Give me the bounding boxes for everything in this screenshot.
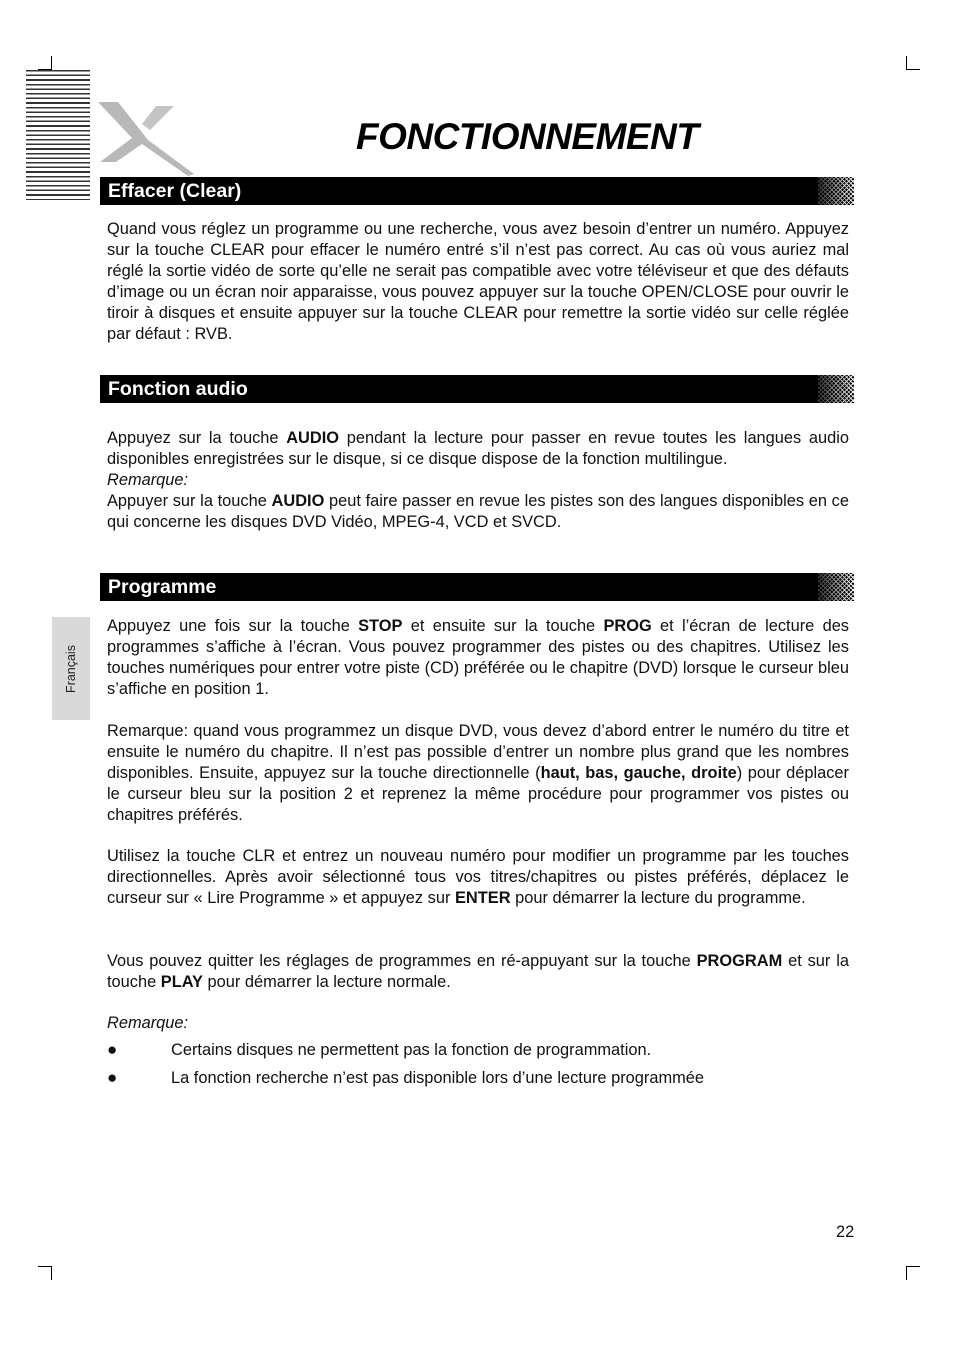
crop-mark-bottom-right (906, 1266, 920, 1280)
language-tab-label: Français (64, 644, 78, 693)
section-header-clear (100, 177, 854, 205)
section-header-programme (100, 573, 854, 601)
programme-paragraph-1: Appuyez une fois sur la touche STOP et ensuite sur la touche PROG et l’écran de lecture des programmes s’affiche à l’écran. Vous pouvez programmer des pistes ou des chapitres. Utilisez les touches numériques pour entrer votre piste (CD) préférée ou le chapitre (DVD) lorsque le curseur bleu s’affiche en position 1. (107, 617, 850, 698)
page-title: FONCTIONNEMENT (356, 116, 699, 157)
page-number: 22 (836, 1223, 855, 1241)
audio-paragraph-2: Appuyer sur la touche AUDIO peut faire passer en revue les pistes son des langues disponibles en ce qui concerne les disques DVD Vidéo, MPEG-4, VCD et SVCD. (107, 491, 849, 531)
crop-mark-top-right (906, 56, 920, 70)
programme-paragraph-3: Utilisez la touche CLR et entrez un nouveau numéro pour modifier un programme par les touches directionnelles. Après avoir sélectionné tous vos titres/chapitres ou pistes préférés, déplacez le curseur sur « Lire Programme » et appuyez sur ENTER pour démarrer la lecture du programme. (107, 847, 849, 907)
programme-paragraph-2: Remarque: quand vous programmez un disque DVD, vous devez d’abord entrer le numéro du titre et ensuite le numéro du chapitre. Il n’est pas possible d’entrer un nombre plus grand que les nombres disponibles. Ensuite, appuyez sur la touche directionnelle (haut, bas, gauche, droite) pour déplacer le curseur bleu sur la position 2 et reprenez la même procédure pour programmer vos pistes ou chapitres préférés. (107, 722, 849, 824)
bullet-dot-icon: ● (107, 1040, 118, 1059)
x-logo-icon (96, 100, 200, 180)
hatch-pattern (818, 177, 854, 205)
crop-mark-top-left (38, 56, 52, 70)
section-header-audio (100, 375, 854, 403)
hatch-pattern (818, 573, 854, 601)
bullet-dot-icon: ● (107, 1068, 118, 1087)
hatch-pattern (818, 375, 854, 403)
bullet-text: Certains disques ne permettent pas la fonction de programmation. (171, 1041, 652, 1059)
bullet-text: La fonction recherche n’est pas disponible lors d’une lecture programmée (171, 1069, 704, 1087)
programme-paragraph-4: Vous pouvez quitter les réglages de programmes en ré-appuyant sur la touche PROGRAM et sur la touche PLAY pour démarrer la lecture normale. (107, 952, 849, 991)
clear-paragraph: Quand vous réglez un programme ou une recherche, vous avez besoin d’entrer un numéro. Appuyez sur la touche CLEAR pour effacer le numéro entré s’il n’est pas correct. Au cas où vous auriez mal réglé la sortie vidéo de sorte qu’elle ne serait pas compatible avec votre téléviseur et que des défauts d’image ou un écran noir apparaisse, vous pouvez appuyer sur la touche OPEN/CLOSE pour ouvrir le tiroir à disques et ensuite appuyer sur la touche CLEAR pour remettre la sortie vidéo sur celle réglée par défaut : RVB. (107, 220, 849, 343)
section-heading-clear: Effacer (Clear) (108, 180, 242, 202)
section-heading-audio: Fonction audio (108, 378, 248, 400)
audio-block (107, 428, 849, 533)
programme-note-label: Remarque: (107, 1014, 189, 1032)
audio-paragraph-1: Appuyez sur la touche AUDIO pendant la lecture pour passer en revue toutes les langues audio disponibles enregistrées sur le disque, si ce disque dispose de la fonction multilingue. (107, 429, 849, 468)
language-tab (52, 617, 90, 720)
crop-mark-bottom-left (38, 1266, 52, 1280)
audio-note-label: Remarque: (107, 470, 189, 489)
header-stripes (26, 70, 90, 200)
section-heading-programme: Programme (108, 576, 217, 598)
